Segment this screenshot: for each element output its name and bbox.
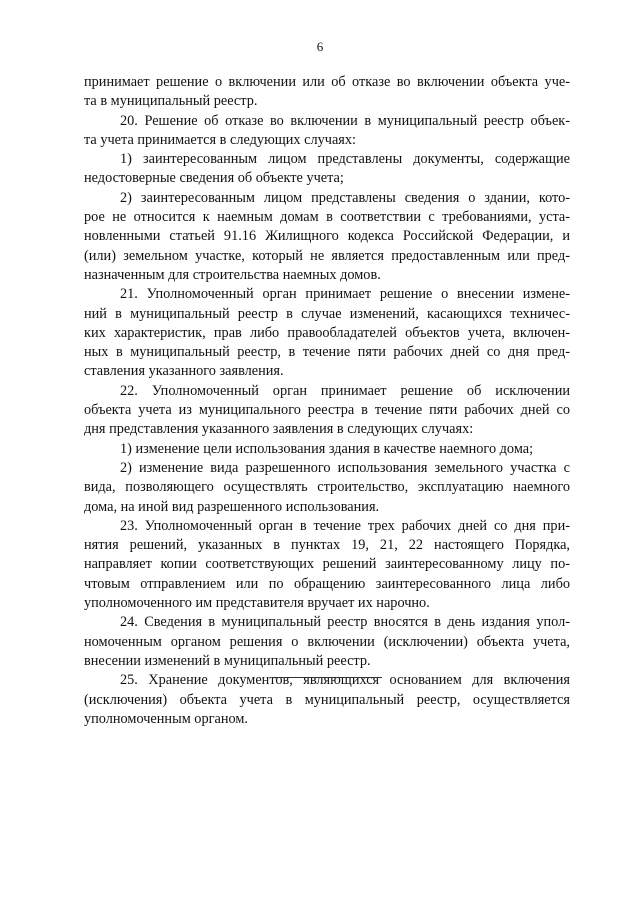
text-line: ких характеристик, прав либо правообладателей объектов учета, включен-	[84, 324, 570, 341]
text-line: принимает решение о включении или об отказе во включении объекта уче-	[84, 74, 570, 90]
paragraph-p24	[84, 613, 570, 671]
text-line: 20. Решение об отказе во включении в муниципальный реестр объек-	[120, 112, 570, 129]
text-line: та учета принимается в следующих случаях:	[84, 131, 356, 148]
text-line: 25. Хранение документов, являющихся основанием для включения	[120, 672, 570, 689]
text-line: номоченным органом решения о включении (исключении) объекта учета,	[84, 633, 570, 650]
text-line: 24. Сведения в муниципальный реестр вносятся в день издания упол-	[120, 614, 570, 631]
text-line: чтовым отправлением или по обращению заинтересованного лица либо	[84, 575, 570, 592]
page-number: 6	[316, 39, 324, 54]
paragraph-p20-1	[84, 150, 570, 189]
document-body	[84, 73, 570, 729]
end-separator-line	[272, 677, 382, 678]
text-line: дома, на иной вид разрешенного использования.	[84, 498, 380, 515]
text-line: та в муниципальный реестр.	[84, 93, 258, 110]
text-line: нятия решений, указанных в пунктах 19, 21, 22 настоящего Порядка,	[84, 537, 570, 554]
text-line: ставления указанного заявления.	[84, 363, 284, 380]
text-line: 2) заинтересованным лицом представлены сведения о здании, кото-	[120, 189, 570, 206]
text-line: назначенным для строительства наемных домов.	[84, 266, 381, 283]
paragraph-p22	[84, 382, 570, 440]
text-line: (исключения) объекта учета в муниципальный реестр, осуществляется	[84, 691, 570, 708]
text-line: 1) изменение цели использования здания в качестве наемного дома;	[120, 440, 534, 457]
paragraph-p22-1	[84, 440, 570, 459]
text-line: вида, позволяющего осуществлять строительство, эксплуатацию наемного	[84, 479, 570, 496]
text-line: внесении изменений в муниципальный реестр.	[84, 652, 371, 669]
paragraph-p22-2	[84, 459, 570, 517]
text-line: (или) земельном участке, который не является предоставленным или пред-	[84, 247, 570, 264]
text-line: ний в муниципальный реестр в случае изменений, касающихся техничес-	[84, 305, 570, 322]
text-line: объекта учета из муниципального реестра в течение пяти рабочих дней со	[84, 402, 570, 419]
text-line: 22. Уполномоченный орган принимает решение об исключении	[120, 382, 570, 399]
text-line: ных в муниципальный реестр, в течение пяти рабочих дней со дня пред-	[84, 344, 570, 361]
paragraph-p20	[84, 112, 570, 151]
paragraph-p0	[84, 73, 570, 112]
text-line: уполномоченным органом.	[84, 710, 248, 727]
text-line: направляет копии соответствующих решений заинтересованному лицу по-	[84, 556, 570, 573]
paragraph-p20-2	[84, 189, 570, 285]
paragraph-p23	[84, 517, 570, 613]
text-line: уполномоченного им представителя вручает их нарочно.	[84, 595, 430, 612]
text-line: недостоверные сведения об объекте учета;	[84, 170, 344, 187]
text-line: 1) заинтересованным лицом представлены документы, содержащие	[120, 151, 570, 168]
text-line: дня представления указанного заявления в следующих случаях:	[84, 421, 474, 438]
text-line: 2) изменение вида разрешенного использования земельного участка с	[120, 459, 570, 476]
text-line: 21. Уполномоченный орган принимает решение о внесении измене-	[120, 286, 570, 303]
text-line: новленными статьей 91.16 Жилищного кодекса Российской Федерации, и	[84, 228, 570, 245]
text-line: рое не относится к наемным домам в соответствии с требованиями, уста-	[84, 209, 570, 226]
text-line: 23. Уполномоченный орган в течение трех рабочих дней со дня при-	[120, 517, 570, 534]
paragraph-p25	[84, 671, 570, 729]
paragraph-p21	[84, 285, 570, 381]
